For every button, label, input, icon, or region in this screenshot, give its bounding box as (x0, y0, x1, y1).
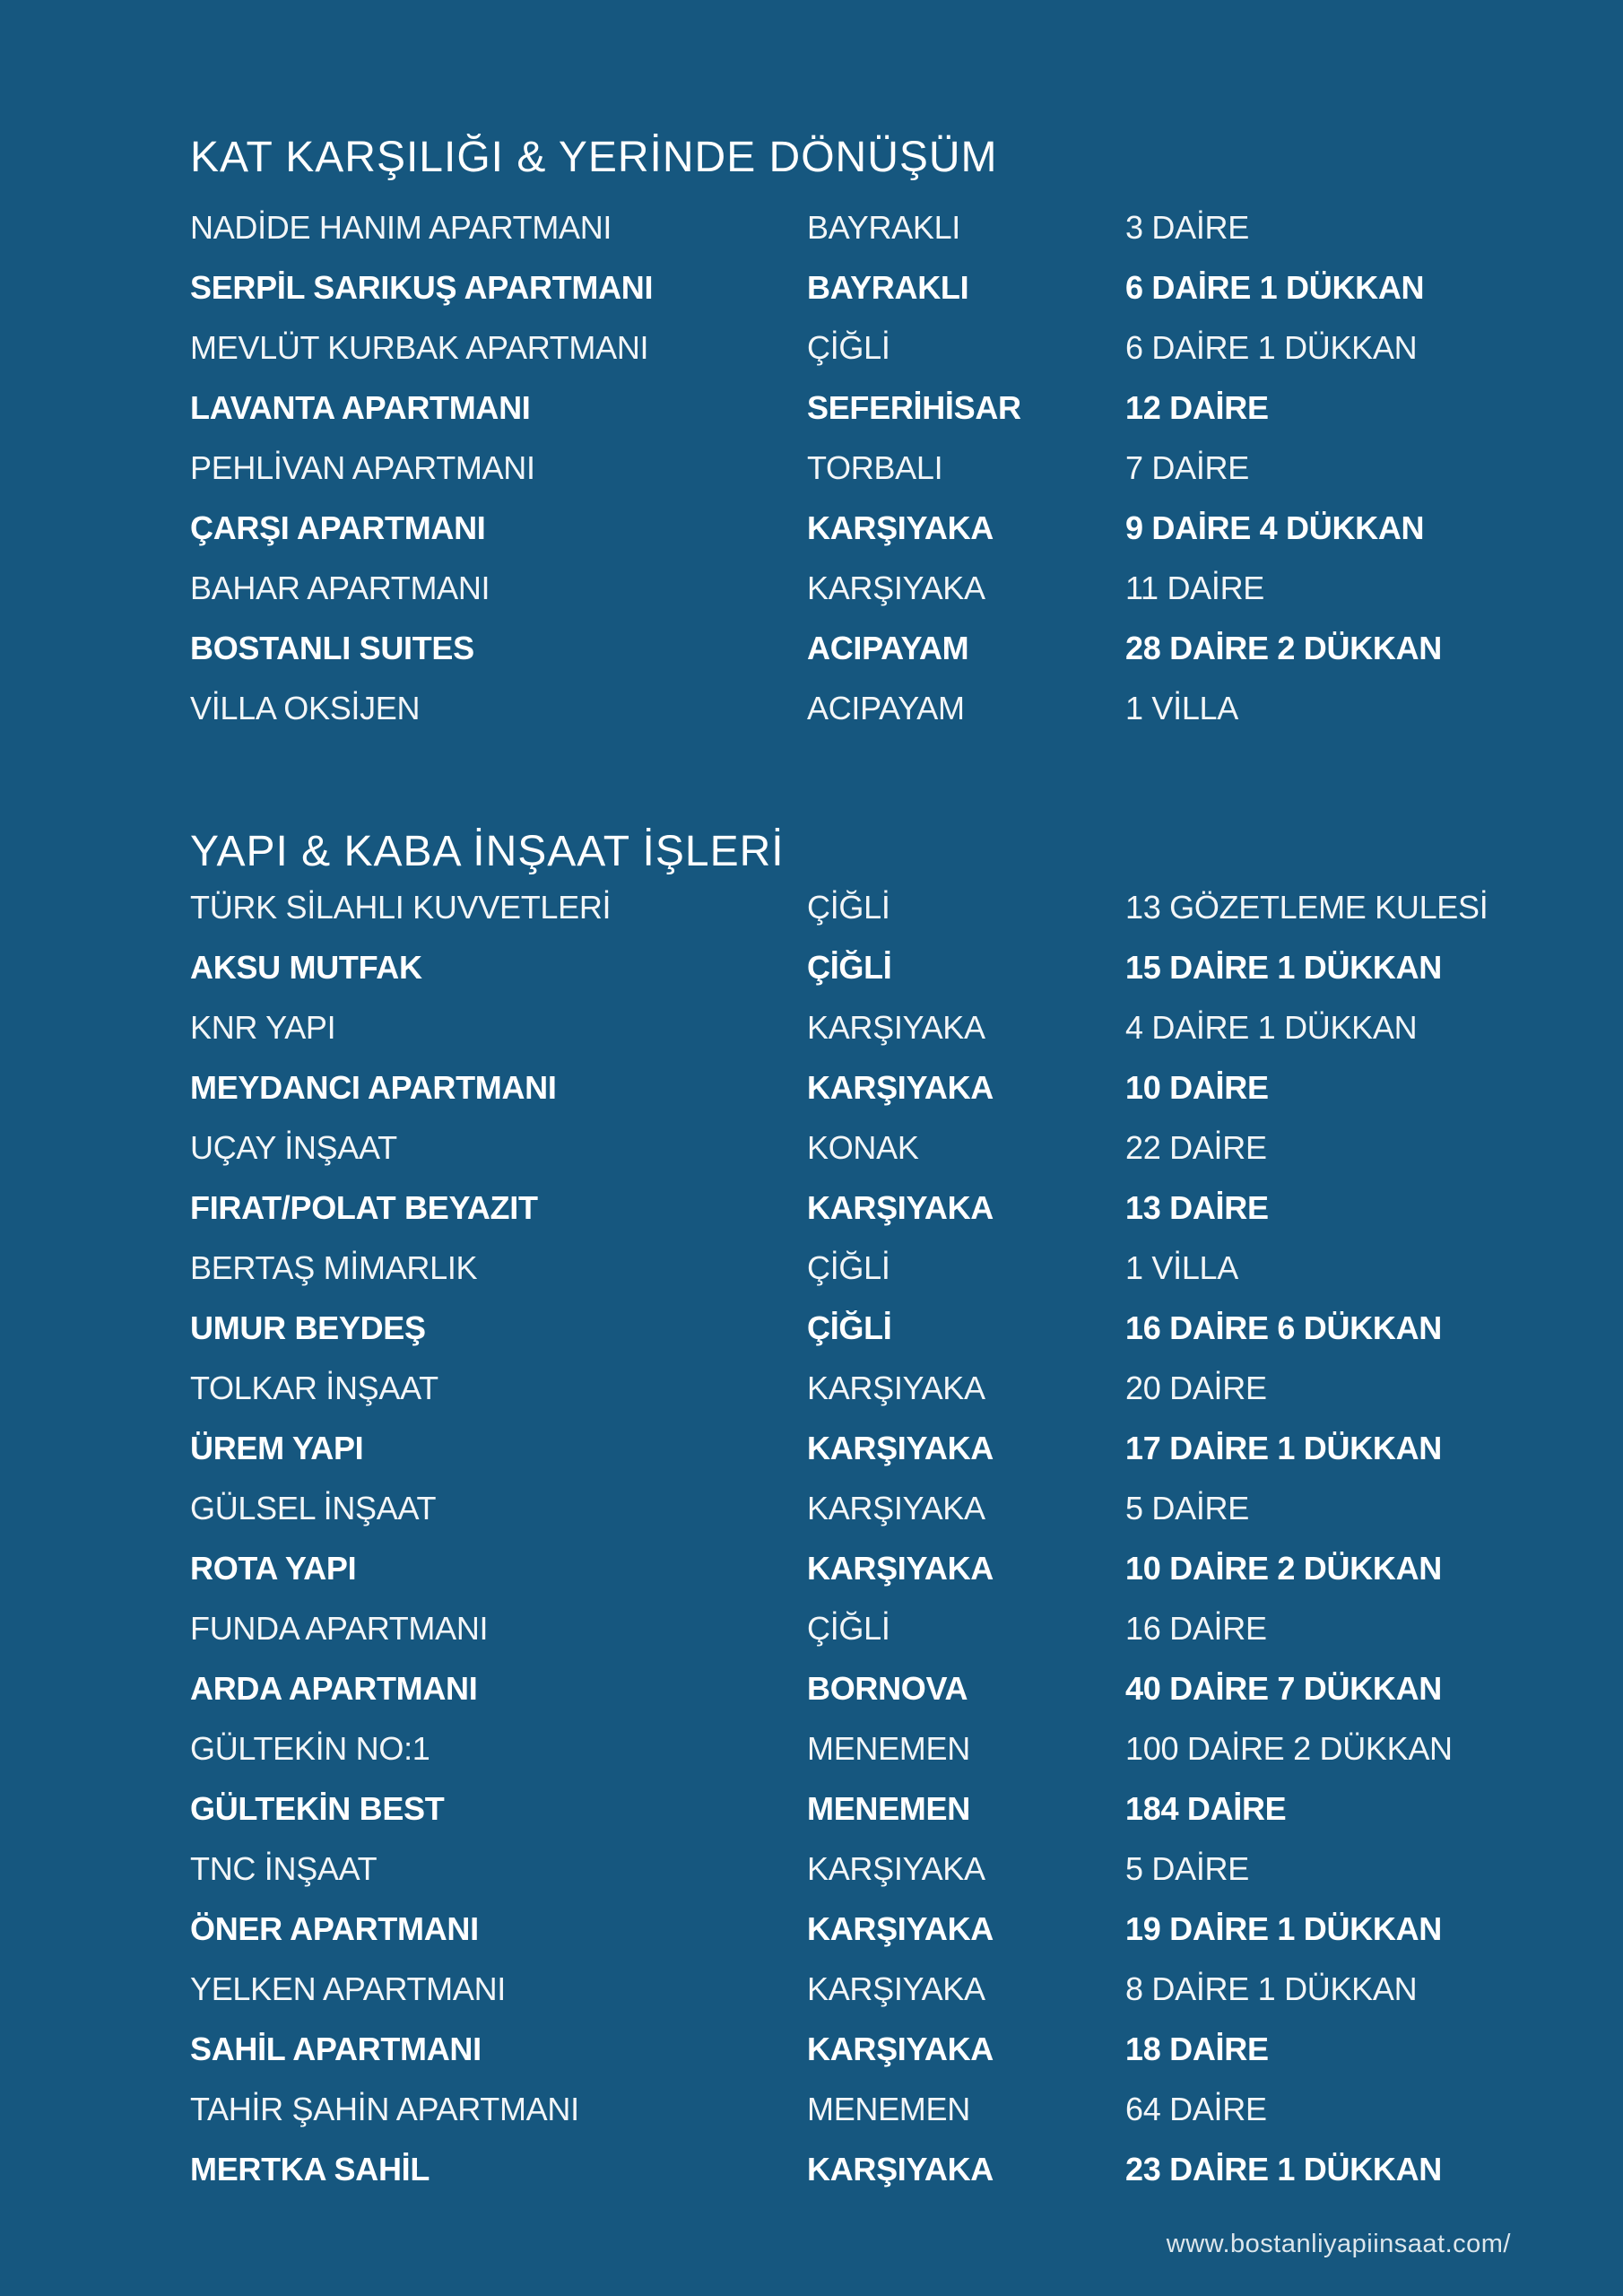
project-district: KARŞIYAKA (807, 1189, 994, 1226)
project-district: ACIPAYAM (807, 630, 969, 666)
project-units: 12 DAİRE (1125, 389, 1269, 426)
project-units: 6 DAİRE 1 DÜKKAN (1125, 329, 1418, 366)
project-units: 3 DAİRE (1125, 209, 1249, 246)
project-district: MENEMEN (807, 1790, 970, 1827)
project-district: TORBALI (807, 449, 943, 486)
project-district: KARŞIYAKA (807, 1430, 994, 1466)
project-district: ACIPAYAM (807, 690, 965, 726)
project-district: SEFERİHİSAR (807, 389, 1021, 426)
project-row (190, 1478, 1569, 1538)
project-name: BAHAR APARTMANI (190, 570, 490, 606)
project-units: 5 DAİRE (1125, 1850, 1249, 1887)
project-row (190, 1959, 1569, 2019)
project-units: 19 DAİRE 1 DÜKKAN (1125, 1910, 1442, 1947)
project-row (190, 2139, 1569, 2199)
project-district: KARŞIYAKA (807, 1550, 994, 1587)
section-title-kat-karsiligi: KAT KARŞILIĞI & YERİNDE DÖNÜŞÜM (190, 134, 998, 182)
project-row (190, 1118, 1569, 1178)
project-district: KARŞIYAKA (807, 2151, 994, 2187)
project-name: BOSTANLI SUITES (190, 630, 474, 666)
project-name: MERTKA SAHİL (190, 2151, 430, 2187)
project-district: ÇİĞLİ (807, 1610, 890, 1647)
project-units: 16 DAİRE (1125, 1610, 1267, 1647)
project-units: 10 DAİRE (1125, 1069, 1269, 1106)
project-row (190, 257, 1569, 317)
project-name: SERPİL SARIKUŞ APARTMANI (190, 269, 654, 306)
project-units: 23 DAİRE 1 DÜKKAN (1125, 2151, 1442, 2187)
project-row (190, 378, 1569, 438)
project-name: ÇARŞI APARTMANI (190, 509, 486, 546)
project-units: 18 DAİRE (1125, 2031, 1269, 2067)
project-district: ÇİĞLİ (807, 329, 890, 366)
project-name: FUNDA APARTMANI (190, 1610, 489, 1647)
project-row (190, 498, 1569, 558)
project-district: KARŞIYAKA (807, 1490, 985, 1526)
project-row (190, 1298, 1569, 1358)
project-units: 8 DAİRE 1 DÜKKAN (1125, 1970, 1418, 2007)
project-district: BAYRAKLI (807, 269, 969, 306)
project-district: KARŞIYAKA (807, 1069, 994, 1106)
project-district: KARŞIYAKA (807, 509, 994, 546)
project-row (190, 558, 1569, 618)
project-row (190, 997, 1569, 1057)
project-name: PEHLİVAN APARTMANI (190, 449, 535, 486)
project-district: MENEMEN (807, 1730, 970, 1767)
project-name: YELKEN APARTMANI (190, 1970, 506, 2007)
project-district: KARŞIYAKA (807, 1009, 985, 1046)
project-district: KARŞIYAKA (807, 1970, 985, 2007)
project-row (190, 438, 1569, 498)
project-name: FIRAT/POLAT BEYAZIT (190, 1189, 538, 1226)
project-district: KARŞIYAKA (807, 1850, 985, 1887)
project-district: KONAK (807, 1129, 919, 1166)
project-units: 1 VİLLA (1125, 690, 1238, 726)
project-name: KNR YAPI (190, 1009, 336, 1046)
project-name: BERTAŞ MİMARLIK (190, 1249, 478, 1286)
project-name: UÇAY İNŞAAT (190, 1129, 397, 1166)
project-district: MENEMEN (807, 2091, 970, 2127)
project-name: VİLLA OKSİJEN (190, 690, 421, 726)
project-name: TÜRK SİLAHLI KUVVETLERİ (190, 889, 612, 926)
project-units: 5 DAİRE (1125, 1490, 1249, 1526)
project-row (190, 1899, 1569, 1959)
project-district: KARŞIYAKA (807, 1370, 985, 1406)
project-units: 15 DAİRE 1 DÜKKAN (1125, 949, 1442, 986)
project-row (190, 1057, 1569, 1118)
project-units: 1 VİLLA (1125, 1249, 1238, 1286)
section-title-yapi-kaba-insaat: YAPI & KABA İNŞAAT İŞLERİ (190, 828, 785, 876)
website-url: www.bostanliyapiinsaat.com/ (1166, 2230, 1511, 2258)
project-name: UMUR BEYDEŞ (190, 1309, 426, 1346)
project-units: 184 DAİRE (1125, 1790, 1287, 1827)
project-units: 7 DAİRE (1125, 449, 1249, 486)
project-units: 17 DAİRE 1 DÜKKAN (1125, 1430, 1442, 1466)
project-row (190, 1718, 1569, 1779)
project-row (190, 877, 1569, 937)
project-row (190, 1358, 1569, 1418)
project-units: 6 DAİRE 1 DÜKKAN (1125, 269, 1425, 306)
project-name: GÜLSEL İNŞAAT (190, 1490, 437, 1526)
project-row (190, 197, 1569, 257)
project-district: ÇİĞLİ (807, 949, 892, 986)
project-row (190, 2079, 1569, 2139)
project-row (190, 1418, 1569, 1478)
project-units: 40 DAİRE 7 DÜKKAN (1125, 1670, 1442, 1707)
project-name: GÜLTEKİN BEST (190, 1790, 445, 1827)
project-district: KARŞIYAKA (807, 570, 985, 606)
project-units: 13 DAİRE (1125, 1189, 1269, 1226)
project-district: KARŞIYAKA (807, 2031, 994, 2067)
project-name: SAHİL APARTMANI (190, 2031, 482, 2067)
project-name: ÖNER APARTMANI (190, 1910, 479, 1947)
project-units: 64 DAİRE (1125, 2091, 1267, 2127)
project-units: 10 DAİRE 2 DÜKKAN (1125, 1550, 1442, 1587)
project-name: ARDA APARTMANI (190, 1670, 478, 1707)
project-name: ÜREM YAPI (190, 1430, 364, 1466)
project-name: GÜLTEKİN NO:1 (190, 1730, 430, 1767)
project-units: 9 DAİRE 4 DÜKKAN (1125, 509, 1425, 546)
project-row (190, 2019, 1569, 2079)
project-row (190, 1178, 1569, 1238)
project-district: ÇİĞLİ (807, 1249, 890, 1286)
project-name: ROTA YAPI (190, 1550, 357, 1587)
project-row (190, 1238, 1569, 1298)
project-row (190, 937, 1569, 997)
project-name: TOLKAR İNŞAAT (190, 1370, 438, 1406)
project-units: 100 DAİRE 2 DÜKKAN (1125, 1730, 1453, 1767)
project-units: 13 GÖZETLEME KULESİ (1125, 889, 1488, 926)
project-units: 16 DAİRE 6 DÜKKAN (1125, 1309, 1442, 1346)
project-row (190, 1839, 1569, 1899)
project-units: 28 DAİRE 2 DÜKKAN (1125, 630, 1442, 666)
section-rows-yapi-kaba-insaat (190, 877, 1569, 2199)
project-row (190, 317, 1569, 378)
project-units: 20 DAİRE (1125, 1370, 1267, 1406)
project-row (190, 618, 1569, 678)
project-name: MEVLÜT KURBAK APARTMANI (190, 329, 649, 366)
section-rows-kat-karsiligi (190, 197, 1569, 738)
project-units: 22 DAİRE (1125, 1129, 1267, 1166)
project-row (190, 1598, 1569, 1658)
project-district: ÇİĞLİ (807, 1309, 892, 1346)
project-district: ÇİĞLİ (807, 889, 890, 926)
project-row (190, 1538, 1569, 1598)
project-row (190, 1658, 1569, 1718)
project-units: 11 DAİRE (1125, 570, 1264, 606)
project-district: BORNOVA (807, 1670, 968, 1707)
project-name: TAHİR ŞAHİN APARTMANI (190, 2091, 579, 2127)
project-name: MEYDANCI APARTMANI (190, 1069, 557, 1106)
project-row (190, 678, 1569, 738)
project-name: TNC İNŞAAT (190, 1850, 378, 1887)
project-name: NADİDE HANIM APARTMANI (190, 209, 612, 246)
project-name: LAVANTA APARTMANI (190, 389, 531, 426)
project-name: AKSU MUTFAK (190, 949, 422, 986)
project-district: KARŞIYAKA (807, 1910, 994, 1947)
project-units: 4 DAİRE 1 DÜKKAN (1125, 1009, 1418, 1046)
project-row (190, 1779, 1569, 1839)
project-district: BAYRAKLI (807, 209, 961, 246)
